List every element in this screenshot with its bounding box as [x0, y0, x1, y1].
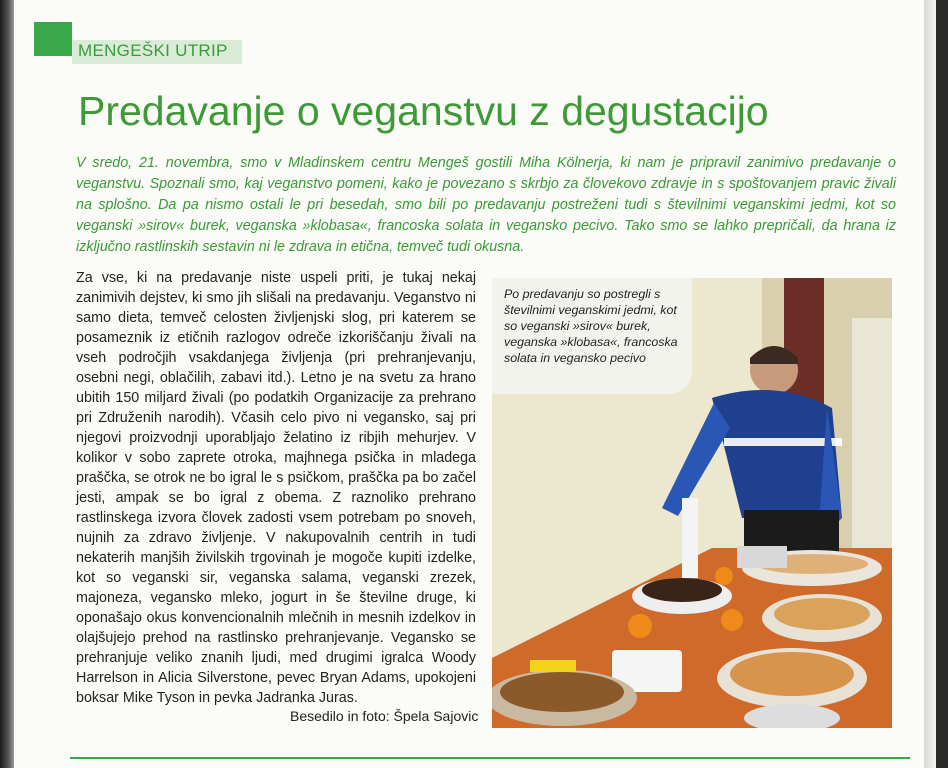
- article-byline: Besedilo in foto: Špela Sajovic: [290, 708, 479, 724]
- magazine-page: [14, 0, 936, 768]
- article-body: Za vse, ki na predavanje niste uspeli priti, je tukaj nekaj zanimivih dejstev, ki smo jih slišali na predavanju. Veganstvo ni samo dieta, temveč celosten življenjski slog, pri katerem se posameznik iz etičnih razlogov odreče izkoriščanju živali na vseh področjih vsakdanjega življenja (pri prehranjevanju, osebni negi, oblačilih, zabavi itd.). Letno je na svetu za hrano ubitih 150 miljard živali (po podatkih Organizacije za prehrano pri Združenih narodih). Včasih celo pivo ni vegansko, saj pri njegovi proizvodnji uporabljajo želatino iz ribjih mehurjev. V kolikor v sobo zaprete otroka, majhnega psička in mladega praščka, se otrok ne bo igral le s psičkom, praščka pa bo začel jesti, ampak se bo igral z obema. Z raznoliko prehrano rastlinskega izvora človek zadosti vsem potrebam po snoveh, nujnih za zdravo življenje. V nakupovalnih centrih in tudi nekaterih manjših živilskih trgovinah je mogoče kupiti izdelke, kot so veganski sir, veganska salama, veganski zrezek, majoneza, vegansko mleko, jogurt in še številne druge, ki oponašajo okus konvencionalnih mlečnih in mesnih izdelkov in olajšujejo prehod na rastlinsko prehranjevanje. Vegansko se prehranjuje veliko znanih ljudi, med drugimi igralca Woody Harrelson in Alicia Silverstone, pevec Bryan Adams, upokojeni boksar Mike Tyson in pevka Jadranka Juras.: [76, 270, 476, 706]
- page-edge: [924, 0, 936, 768]
- binding-spine: [0, 0, 14, 768]
- article-lead: V sredo, 21. novembra, smo v Mladinskem centru Mengeš gostili Miha Kölnerja, ki nam je pripravil zanimivo predavanje o veganstvu. Spoznali smo, kaj veganstvo pomeni, kako je povezano s skrbjo za človekovo zdravje in s spoštovanjem pravic živali na splošno. Da pa nismo ostali le pri besedah, smo bili po predavanju postreženi tudi s številnimi veganskimi jedmi, kot so veganski »sirov« burek, veganska »klobasa«, francoska solata in vegansko pecivo. Tako smo se lahko prepričali, da hrana iz izključno rastlinskih sestavin ni le zdrava in etična, temveč tudi okusna.: [76, 155, 896, 255]
- section-marker: [34, 22, 72, 56]
- section-label: MENGEŠKI UTRIP: [78, 41, 228, 60]
- bottom-rule: [70, 757, 910, 759]
- photo-caption-box: [492, 278, 692, 394]
- article-title: Predavanje o veganstvu z degustacijo: [78, 88, 769, 134]
- photo-caption: Po predavanju so postregli s številnimi veganskimi jedmi, kot so veganski »sirov« burek, veganska »klobasa«, francoska solata in vegansko pecivo: [504, 287, 678, 365]
- article-photo: [492, 278, 892, 728]
